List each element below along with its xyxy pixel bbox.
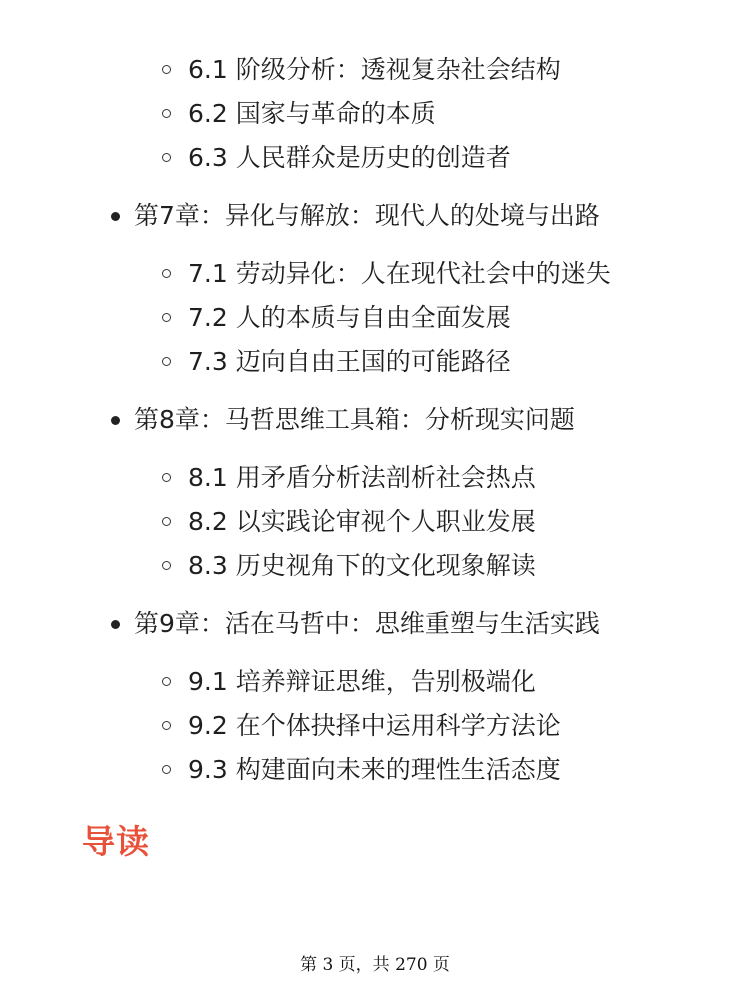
chapter-title: 第9章：活在马哲中：思维重塑与生活实践 xyxy=(134,609,600,638)
hollow-bullet-icon xyxy=(162,721,171,730)
hollow-bullet-icon xyxy=(162,357,171,366)
hollow-bullet-icon xyxy=(162,765,171,774)
list-item xyxy=(0,704,750,748)
page-number: 第 3 页，共 270 页 xyxy=(300,955,450,975)
sub-item-label: 9.3 构建面向未来的理性生活态度 xyxy=(188,755,561,784)
list-item xyxy=(0,500,750,544)
list-item xyxy=(0,252,750,296)
hollow-bullet-icon xyxy=(162,313,171,322)
filled-bullet-icon xyxy=(111,416,120,425)
sub-item-label: 7.3 迈向自由王国的可能路径 xyxy=(188,347,511,376)
list-item xyxy=(0,92,750,136)
sub-item-label: 9.1 培养辩证思维，告别极端化 xyxy=(188,667,536,696)
sub-item-label: 8.2 以实践论审视个人职业发展 xyxy=(188,507,536,536)
hollow-bullet-icon xyxy=(162,109,171,118)
sub-item-label: 8.3 历史视角下的文化现象解读 xyxy=(188,551,536,580)
table-of-contents xyxy=(0,48,750,792)
chapter-item xyxy=(0,194,750,238)
sub-item-label: 8.1 用矛盾分析法剖析社会热点 xyxy=(188,463,536,492)
list-item xyxy=(0,340,750,384)
sub-item-label: 9.2 在个体抉择中运用科学方法论 xyxy=(188,711,561,740)
list-item xyxy=(0,456,750,500)
filled-bullet-icon xyxy=(111,620,120,629)
hollow-bullet-icon xyxy=(162,561,171,570)
chapter-title: 第8章：马哲思维工具箱：分析现实问题 xyxy=(134,405,575,434)
chapter-item xyxy=(0,398,750,442)
list-item xyxy=(0,296,750,340)
chapter-title: 第7章：异化与解放：现代人的处境与出路 xyxy=(134,201,600,230)
list-item xyxy=(0,48,750,92)
list-item xyxy=(0,544,750,588)
sub-item-label: 6.3 人民群众是历史的创造者 xyxy=(188,143,511,172)
section-heading: 导读 xyxy=(82,822,150,861)
hollow-bullet-icon xyxy=(162,517,171,526)
list-item xyxy=(0,660,750,704)
hollow-bullet-icon xyxy=(162,269,171,278)
list-item xyxy=(0,136,750,180)
hollow-bullet-icon xyxy=(162,65,171,74)
hollow-bullet-icon xyxy=(162,153,171,162)
sub-item-label: 7.2 人的本质与自由全面发展 xyxy=(188,303,511,332)
sub-item-label: 7.1 劳动异化：人在现代社会中的迷失 xyxy=(188,259,611,288)
filled-bullet-icon xyxy=(111,212,120,221)
list-item xyxy=(0,748,750,792)
chapter-item xyxy=(0,602,750,646)
hollow-bullet-icon xyxy=(162,677,171,686)
hollow-bullet-icon xyxy=(162,473,171,482)
sub-item-label: 6.2 国家与革命的本质 xyxy=(188,99,436,128)
sub-item-label: 6.1 阶级分析：透视复杂社会结构 xyxy=(188,55,561,84)
